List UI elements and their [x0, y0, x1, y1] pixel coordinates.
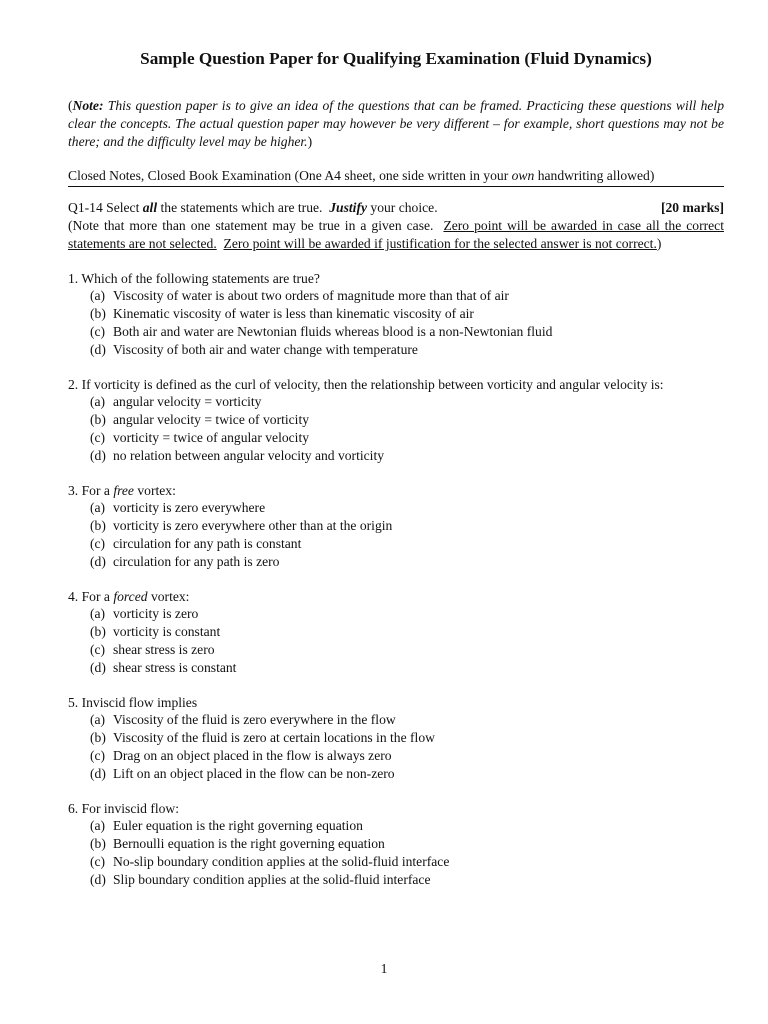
exam-conditions-after: handwriting allowed) [534, 168, 655, 184]
option-label: (c) [90, 323, 106, 339]
option-label: (c) [90, 641, 106, 657]
question-stem-text: 6. For inviscid flow: [68, 800, 180, 816]
exam-conditions-before: Closed Notes, Closed Book Examination (One A4 sheet, one side written in your [68, 168, 512, 184]
exam-conditions [68, 167, 724, 187]
marks-label: [20 marks] [660, 200, 724, 216]
rule-all-correct: Zero point will be awarded in case all the correct statements are not selected. [68, 217, 724, 251]
option-label: (a) [90, 500, 106, 516]
option-list [68, 393, 724, 464]
option-label: (a) [90, 818, 106, 834]
option-label: (d) [90, 341, 106, 357]
option-text: Both air and water are Newtonian fluids whereas blood is a non-Newtonian fluid [113, 323, 553, 339]
option-label: (b) [90, 730, 106, 746]
option-text: vorticity is zero everywhere other than at the origin [113, 518, 393, 534]
option-item [90, 447, 724, 465]
option-item [90, 835, 724, 853]
option-item [90, 711, 724, 729]
page-title: Sample Question Paper for Qualifying Examination (Fluid Dynamics) [140, 49, 652, 68]
option-label: (b) [90, 836, 106, 852]
question-stem [68, 376, 724, 394]
option-text: Bernoulli equation is the right governing equation [113, 836, 385, 852]
option-text: no relation between angular velocity and vorticity [113, 447, 385, 463]
option-text: Viscosity of the fluid is zero everywhere in the flow [113, 712, 396, 728]
option-item [90, 641, 724, 659]
option-item [90, 553, 724, 571]
option-label: (c) [90, 535, 106, 551]
question-5 [68, 694, 724, 783]
option-label: (c) [90, 853, 106, 869]
question-6 [68, 800, 724, 889]
question-stem [68, 694, 724, 712]
question-stem-text: 5. Inviscid flow implies [68, 694, 198, 710]
option-text: Euler equation is the right governing equation [113, 818, 363, 834]
option-text: vorticity is constant [113, 624, 221, 640]
exam-conditions-emph: own [511, 168, 535, 184]
option-label: (b) [90, 624, 106, 640]
page-number: 1 [380, 961, 388, 976]
question-stem-text: 2. If vorticity is defined as the curl of velocity, then the relationship between vorticity and angular velocity is: [68, 376, 664, 392]
option-item [90, 305, 724, 323]
question-stem [68, 588, 724, 606]
option-list [68, 287, 724, 358]
question-stem [68, 270, 724, 288]
option-item [90, 323, 724, 341]
rule-justification: Zero point will be awarded if justification for the selected answer is not correct. [223, 235, 657, 251]
option-text: Kinematic viscosity of water is less than kinematic viscosity of air [113, 306, 474, 322]
option-item [90, 747, 724, 765]
instructions-suffix: your choice. [367, 200, 438, 216]
note-open-paren: ( [68, 98, 73, 113]
option-text: vorticity = twice of angular velocity [113, 429, 310, 445]
option-item [90, 429, 724, 447]
option-text: Lift on an object placed in the flow can be non-zero [113, 765, 395, 781]
question-2 [68, 376, 724, 465]
option-item [90, 393, 724, 411]
option-item [90, 499, 724, 517]
instructions-middle: the statements which are true. [157, 200, 330, 216]
option-text: circulation for any path is constant [113, 535, 302, 551]
option-item [90, 871, 724, 889]
option-item [90, 341, 724, 359]
option-label: (d) [90, 765, 106, 781]
option-label: (d) [90, 447, 106, 463]
option-label: (a) [90, 606, 106, 622]
instructions-note [68, 217, 724, 253]
option-text: Slip boundary condition applies at the solid-fluid interface [113, 871, 431, 887]
option-item [90, 765, 724, 783]
instructions-gap [217, 236, 224, 251]
option-label: (a) [90, 394, 106, 410]
question-stem-text: 3. For a [68, 482, 114, 498]
option-label: (b) [90, 412, 106, 428]
option-label: (c) [90, 429, 106, 445]
option-list [68, 605, 724, 676]
instructions-text [68, 199, 438, 217]
option-text: Viscosity of both air and water change with temperature [113, 341, 418, 357]
option-text: Viscosity of water is about two orders of magnitude more than that of air [113, 288, 509, 304]
question-stem-text: 4. For a [68, 588, 114, 604]
note-close-paren: ) [307, 133, 313, 149]
option-item [90, 605, 724, 623]
question-1 [68, 270, 724, 359]
option-item [90, 517, 724, 535]
instructions-header [68, 199, 724, 217]
question-stem [68, 800, 724, 818]
question-stem-tail: vortex: [133, 482, 176, 498]
option-text: vorticity is zero [113, 606, 199, 622]
option-text: vorticity is zero everywhere [113, 500, 266, 516]
option-label: (b) [90, 306, 106, 322]
note-text: This question paper is to give an idea of the questions that can be framed. Practicing these questions will help clear the concepts. The actual question paper may however be very different – for example, short questions may not be there; and the difficulty level may be higher. [68, 98, 724, 149]
option-item [90, 817, 724, 835]
option-item [90, 287, 724, 305]
option-text: angular velocity = twice of vorticity [113, 412, 310, 428]
option-list [68, 499, 724, 570]
option-item [90, 729, 724, 747]
option-list [68, 817, 724, 888]
option-text: shear stress is zero [113, 641, 215, 657]
option-item [90, 659, 724, 677]
option-text: Viscosity of the fluid is zero at certain locations in the flow [113, 730, 435, 746]
question-3 [68, 482, 724, 571]
option-item [90, 411, 724, 429]
option-label: (d) [90, 659, 106, 675]
option-text: circulation for any path is zero [113, 553, 280, 569]
question-stem-emphasis: forced [113, 588, 148, 604]
instructions [68, 199, 724, 252]
option-label: (c) [90, 747, 106, 763]
option-item [90, 535, 724, 553]
option-label: (d) [90, 553, 106, 569]
question-list [68, 270, 724, 889]
option-label: (a) [90, 712, 106, 728]
instructions-note-start: (Note that more than one statement may be true in a given case. [68, 217, 444, 233]
question-stem-emphasis: free [113, 482, 134, 498]
question-stem [68, 482, 724, 500]
option-text: angular velocity = vorticity [113, 394, 262, 410]
option-label: (a) [90, 288, 106, 304]
instructions-justify: Justify [329, 200, 368, 216]
option-text: shear stress is constant [113, 659, 237, 675]
option-item [90, 853, 724, 871]
question-stem-tail: vortex: [147, 588, 190, 604]
instructions-all: all [142, 200, 158, 216]
option-item [90, 623, 724, 641]
note-label: Note: [72, 98, 104, 113]
option-text: No-slip boundary condition applies at the solid-fluid interface [113, 853, 450, 869]
question-4 [68, 588, 724, 677]
instructions-prefix: Q1-14 Select [68, 200, 143, 216]
option-label: (b) [90, 518, 106, 534]
question-stem-text: 1. Which of the following statements are true? [68, 270, 320, 286]
document-page [68, 44, 724, 888]
option-list [68, 711, 724, 782]
option-text: Drag on an object placed in the flow is always zero [113, 747, 392, 763]
instructions-note-end: ) [656, 235, 662, 251]
option-label: (d) [90, 871, 106, 887]
note-paragraph [68, 97, 724, 150]
